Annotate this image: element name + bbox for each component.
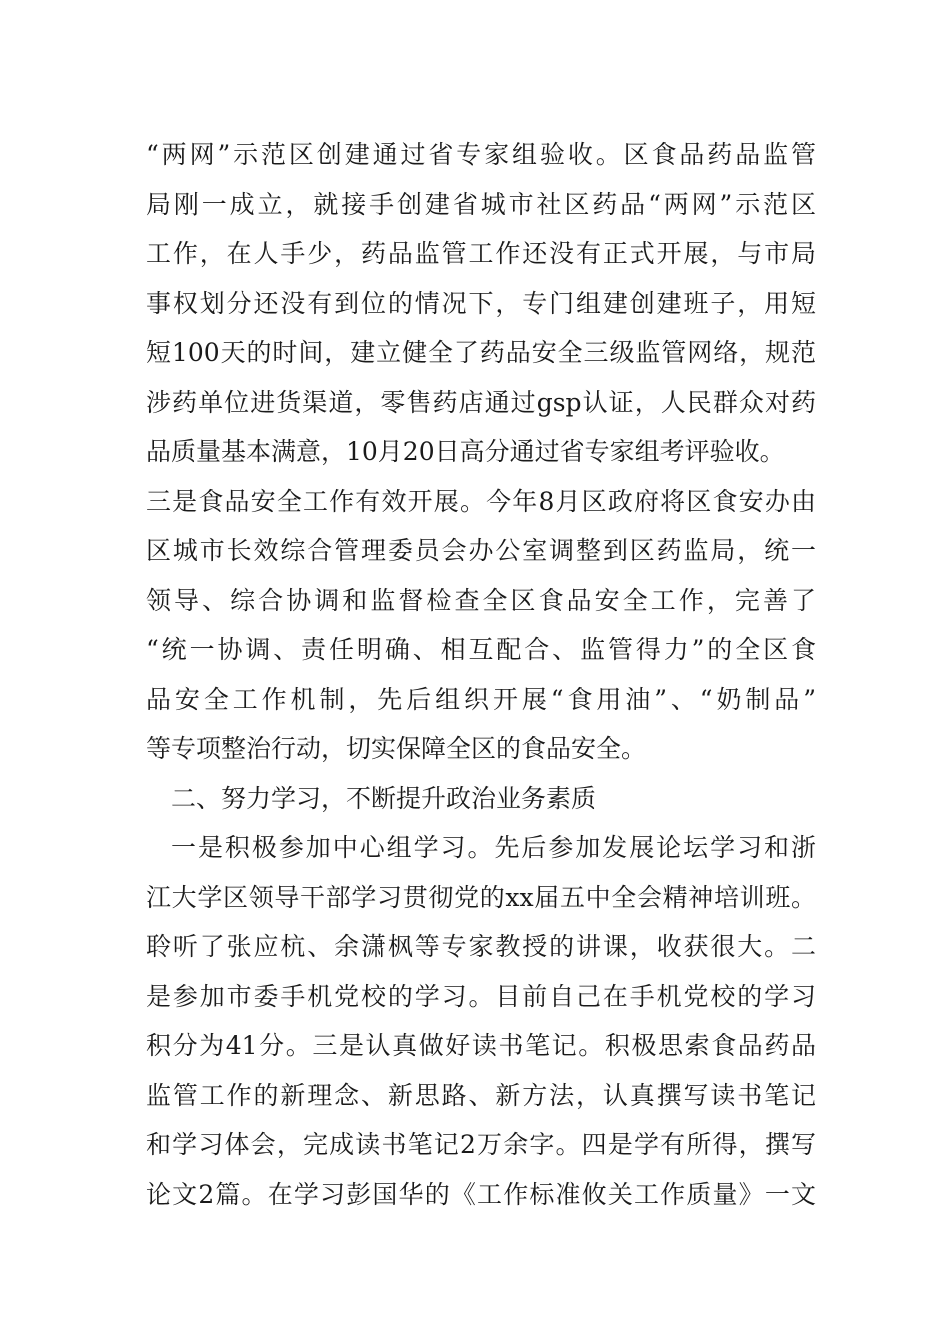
- text-line: 三是食品安全工作有效开展。今年8月区政府将区食安办由: [146, 486, 816, 516]
- text-line: 局刚一成立，就接手创建省城市社区药品“两网”示范区: [146, 189, 816, 219]
- text-line: 是参加市委手机党校的学习。目前自己在手机党校的学习: [146, 981, 816, 1011]
- text-line: 积分为41分。三是认真做好读书笔记。积极思索食品药品: [146, 1031, 816, 1060]
- text-line: 品质量基本满意，10月20日高分通过省专家组考评验收。: [146, 437, 785, 466]
- text-line: “统一协调、责任明确、相互配合、监管得力”的全区食: [146, 635, 816, 664]
- section-heading: 二、努力学习，不断提升政治业务素质: [171, 783, 597, 813]
- text-line: 工作，在人手少，药品监管工作还没有正式开展，与市局: [146, 239, 816, 268]
- text-line: 领导、综合协调和监督检查全区食品安全工作，完善了: [146, 585, 816, 615]
- text-line: 聆听了张应杭、余潇枫等专家教授的讲课，收获很大。二: [146, 932, 816, 961]
- text-line: 一是积极参加中心组学习。先后参加发展论坛学习和浙: [171, 833, 816, 862]
- text-line: “两网”示范区创建通过省专家组验收。区食品药品监管: [146, 140, 816, 169]
- text-line: 短100天的时间，建立健全了药品安全三级监管网络，规范: [146, 338, 816, 367]
- text-line: 事权划分还没有到位的情况下，专门组建创建班子，用短: [146, 288, 816, 318]
- text-line: 江大学区领导干部学习贯彻党的xx届五中全会精神培训班。: [146, 882, 816, 912]
- document-body: [146, 130, 816, 1219]
- text-line: 区城市长效综合管理委员会办公室调整到区药监局，统一: [146, 536, 816, 565]
- text-line: 等专项整治行动，切实保障全区的食品安全。: [146, 734, 647, 763]
- text-line: 涉药单位进货渠道，零售药店通过gsp认证，人民群众对药: [146, 387, 816, 417]
- text-line: 和学习体会，完成读书笔记2万余字。四是学有所得，撰写: [146, 1130, 816, 1159]
- text-line: 监管工作的新理念、新思路、新方法，认真撰写读书笔记: [146, 1080, 816, 1110]
- text-line: 论文2篇。在学习彭国华的《工作标准攸关工作质量》一文: [146, 1179, 816, 1209]
- text-line: 品安全工作机制，先后组织开展“食用油”、“奶制品”: [146, 684, 816, 714]
